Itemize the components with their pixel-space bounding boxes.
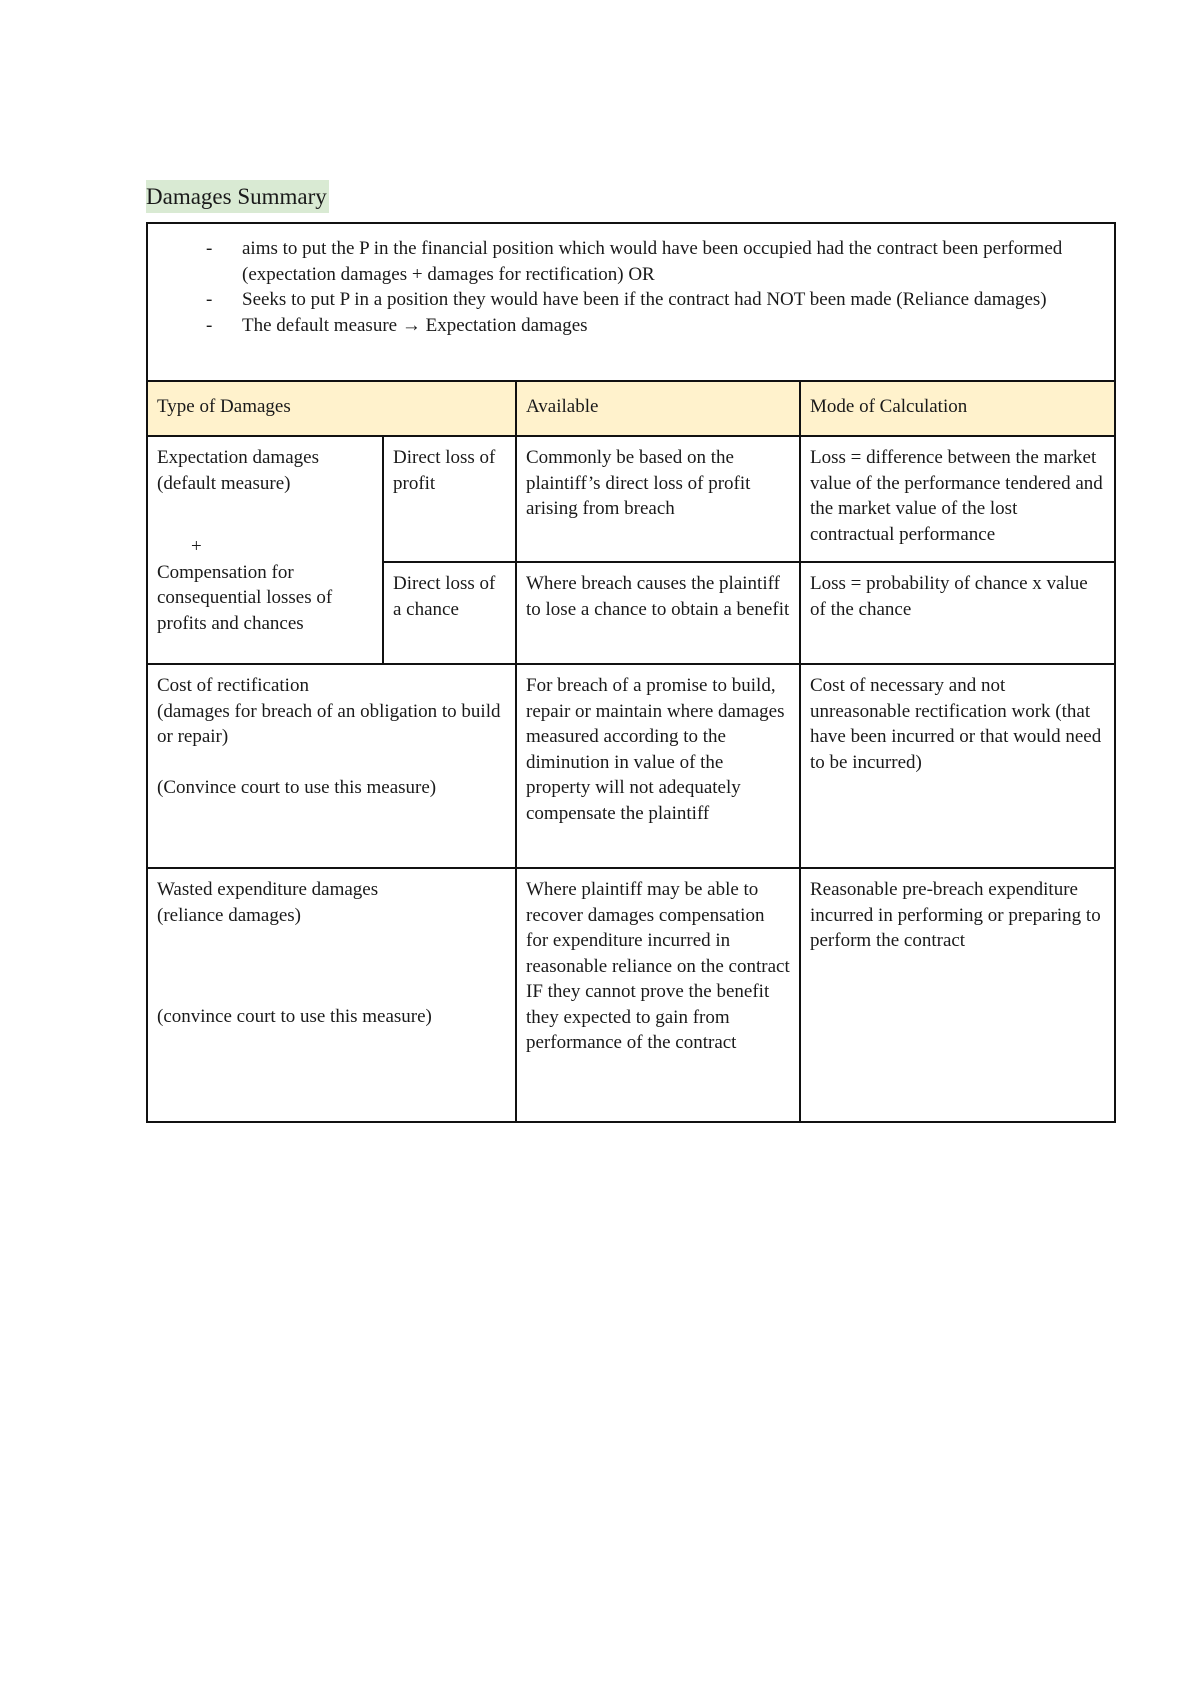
intro-list	[160, 236, 1102, 338]
dash-bullet-icon: -	[206, 289, 213, 310]
calculation-wasted-expenditure: Reasonable pre-breach expenditure incurred in performing or preparing to perform the contract	[800, 868, 1115, 1122]
wasted-expenditure-cell	[147, 868, 516, 1122]
intro-row	[147, 223, 1115, 381]
consequential-losses-text: Compensation for consequential losses of profits and chances	[157, 561, 333, 634]
available-rectification: For breach of a promise to build, repair or maintain where damages measured according to the diminution in value of the property will not adequately compensate the plaintiff	[516, 664, 800, 868]
rectification-title: Cost of rectification	[157, 675, 309, 696]
plus-sign: +	[191, 536, 202, 557]
header-type-of-damages: Type of Damages	[147, 381, 516, 436]
calculation-direct-loss-of-chance: Loss = probability of chance x value of the chance	[800, 562, 1115, 664]
intro-item	[160, 236, 1102, 287]
header-available: Available	[516, 381, 800, 436]
header-mode-of-calculation: Mode of Calculation	[800, 381, 1115, 436]
intro-item-text: Seeks to put P in a position they would have been if the contract had NOT been made (Reliance damages)	[242, 289, 1047, 310]
spacer	[157, 750, 506, 775]
damages-summary-table	[146, 222, 1116, 1123]
intro-item-text: The default measure → Expectation damages	[242, 314, 588, 336]
dash-bullet-icon: -	[206, 314, 213, 336]
table-row	[147, 868, 1115, 1122]
cost-of-rectification-cell	[147, 664, 516, 868]
calculation-rectification: Cost of necessary and not unreasonable rectification work (that have been incurred or that would need to be incurred)	[800, 664, 1115, 868]
available-direct-loss-of-profit: Commonly be based on the plaintiff’s direct loss of profit arising from breach	[516, 436, 800, 562]
wasted-convince-note: (convince court to use this measure)	[157, 1006, 432, 1027]
intro-item	[160, 313, 1102, 339]
available-direct-loss-of-chance: Where breach causes the plaintiff to lose a chance to obtain a benefit	[516, 562, 800, 664]
available-wasted-expenditure: Where plaintiff may be able to recover damages compensation for expenditure incurred in reasonable reliance on the contract IF they cannot prove the benefit they expected to gain from performance of the contract	[516, 868, 800, 1122]
expectation-damages-cell	[147, 436, 383, 664]
expectation-note: (default measure)	[157, 472, 291, 494]
calculation-direct-loss-of-profit: Loss = difference between the market value of the performance tendered and the market value of the lost contractual performance	[800, 436, 1115, 562]
spacer	[157, 928, 506, 1004]
intro-item	[160, 287, 1102, 313]
page-title: Damages Summary	[146, 180, 329, 213]
subtype-direct-loss-of-chance: Direct loss of a chance	[383, 562, 516, 664]
wasted-title: Wasted expenditure damages	[157, 879, 379, 900]
intro-item-text: aims to put the P in the financial position which would have been occupied had the contract been performed (expectation damages + damages for rectification) OR	[242, 238, 1063, 285]
rectification-note: (damages for breach of an obligation to build or repair)	[157, 700, 501, 747]
table-row	[147, 436, 1115, 562]
subtype-direct-loss-of-profit: Direct loss of profit	[383, 436, 516, 562]
dash-bullet-icon: -	[206, 238, 213, 259]
table-row	[147, 664, 1115, 868]
expectation-title: Expectation damages	[157, 447, 319, 468]
wasted-note: (reliance damages)	[157, 904, 301, 926]
intro-cell	[147, 223, 1115, 381]
rectification-convince-note: (Convince court to use this measure)	[157, 776, 437, 798]
table-header-row	[147, 381, 1115, 436]
